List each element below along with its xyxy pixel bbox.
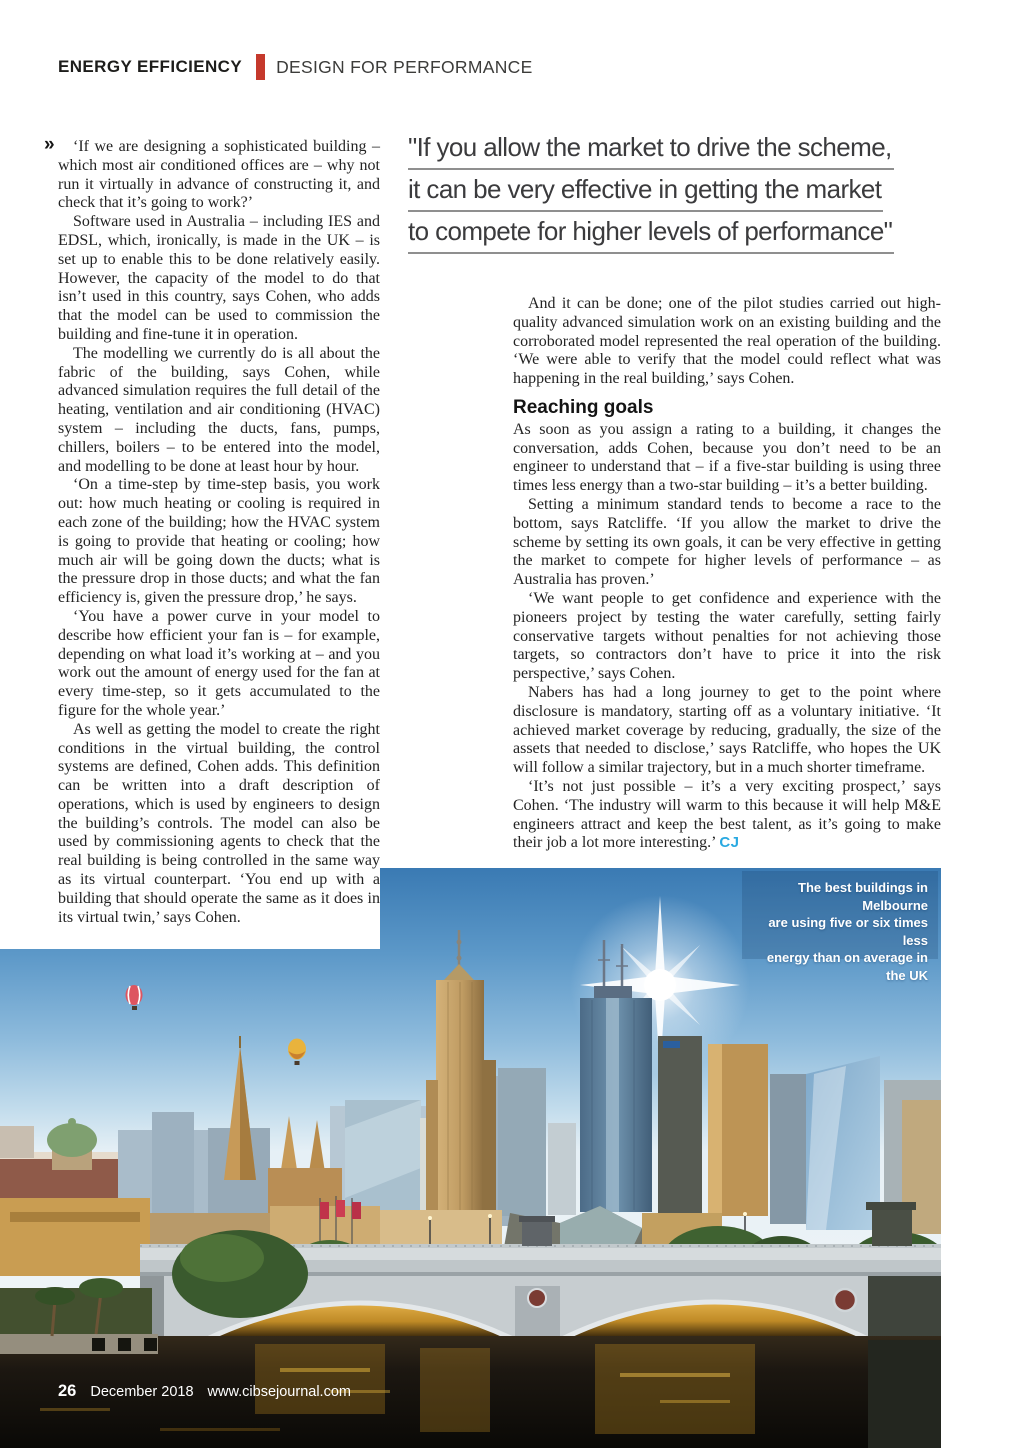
article-end-mark: CJ <box>719 834 740 852</box>
website-url: www.cibsejournal.com <box>207 1384 351 1400</box>
page-number: 26 <box>58 1382 77 1400</box>
melbourne-skyline-photo <box>0 868 941 1448</box>
pier-reflection <box>868 1340 941 1448</box>
continuation-marker: » <box>44 134 53 155</box>
paragraph: As well as getting the model to create the right conditions in the virtual building, the control systems are defined, Cohen adds. This definition can be written into a draft description of operations, which is used by engineers to design the building’s controls. The model can also be used by commissioning agents to check that the real building is being controlled in the same way as its virtual counterpart. ‘You end up with a building that should operate the same as it does in its virtual twin,’ says Cohen. <box>58 720 380 926</box>
article-label: DESIGN FOR PERFORMANCE <box>276 56 533 77</box>
paragraph: Software used in Australia – including IES and EDSL, which, ironically, is made in the UK – is set up to enable this to be done relatively easily. However, the capacity of the model to do that isn’t used in this country, says Cohen, who adds that the model can be used to commission the building and fine-tune it in operation. <box>58 213 380 343</box>
paragraph: As soon as you assign a rating to a building, it changes the conversation, adds Cohen, because you don’t need to be an engineer to understand that – if a five-star building is using three times less energy than a two-star building – it’s a better building. <box>513 420 941 495</box>
pull-quote-line: "If you allow the market to drive the scheme, <box>408 132 894 170</box>
paragraph: Nabers has had a long journey to get to the point where disclosure is mandatory, starting off as a voluntary initiative. ‘It achieved market coverage by reducing, gradually, the size of the assets that needed to disclose,’ says Ratcliffe, who hopes the UK will follow a similar trajectory, but in a much shorter timeframe. <box>513 683 941 777</box>
issue-date: December 2018 <box>90 1384 194 1400</box>
caption-line: are using five or six times less <box>768 915 928 948</box>
subheading-reaching-goals: Reaching goals <box>513 396 654 418</box>
paragraph: The modelling we currently do is all about the fabric of the building, says Cohen, while advanced simulation requires the full detail of the heating, ventilation and air conditioning (HVAC) system – including the ducts, fans, pumps, chillers, boilers – to be entered into the model, and modelling to be done at least hour by hour. <box>58 344 380 475</box>
paragraph <box>44 134 380 213</box>
paragraph-text: ‘It’s not just possible – it’s a very exciting prospect,’ says Cohen. ‘The industry will warm to this because it will help M&E engineers attract and keep the best talent, as it’s going to make their job a lot more interesting.’ <box>513 777 941 852</box>
photo-caption <box>742 871 938 983</box>
paragraph: Setting a minimum standard tends to become a race to the bottom, says Ratcliffe. ‘If you allow the market to drive the scheme by setting its own goals, it can be very effective in getting the market to compete for higher levels of performance – as Australia has proven.’ <box>513 495 941 589</box>
page-footer <box>58 1382 351 1401</box>
paragraph: ‘On a time-step by time-step basis, you work out: how much heating or cooling is required in each zone of the building; how the HVAC system is going to provide that heating or cooling; how much air will be going down the ducts; what is the pressure drop in those ducts; and what the fan efficiency is, given the pressure drop,’ he says. <box>58 476 380 607</box>
right-column <box>513 295 941 853</box>
section-label: ENERGY EFFICIENCY <box>58 57 243 76</box>
page-header <box>58 53 533 81</box>
paragraph: ‘We want people to get confidence and experience with the pioneers project by testing the water carefully, setting fairly conservative targets without penalties for not achieving those targets, so contractors don’t have to price it into the risk perspective,’ says Cohen. <box>513 589 941 683</box>
caption-line: energy than on average in the UK <box>766 950 928 983</box>
paragraph <box>513 778 941 853</box>
pull-quote-line: to compete for higher levels of performance" <box>408 216 894 254</box>
pull-quote <box>408 132 894 258</box>
paragraph: ‘You have a power curve in your model to describe how efficient your fan is – for example, depending on what load it’s working at – and you work out the amount of energy used for the fan at every time-step, so it gets accumulated to the figure for the whole year.’ <box>58 607 380 719</box>
caption-line: The best buildings in Melbourne <box>798 880 928 913</box>
paragraph-text: ‘If we are designing a sophisticated building – which most air conditioned offices are – why not run it virtually in advance of constructing it, and check that it’s going to work?’ <box>58 138 380 212</box>
left-column <box>0 134 380 949</box>
paragraph: And it can be done; one of the pilot studies carried out high-quality advanced simulation work on an existing building and the corroborated model represented the real operation of the building. ‘We were able to verify that the model could reflect what was happening in the real building,’ says Cohen. <box>513 295 941 388</box>
pull-quote-line: it can be very effective in getting the market <box>408 174 883 212</box>
tree-foreground <box>172 1230 308 1318</box>
header-divider-bar <box>256 54 265 80</box>
river-bank-left <box>0 1278 158 1354</box>
